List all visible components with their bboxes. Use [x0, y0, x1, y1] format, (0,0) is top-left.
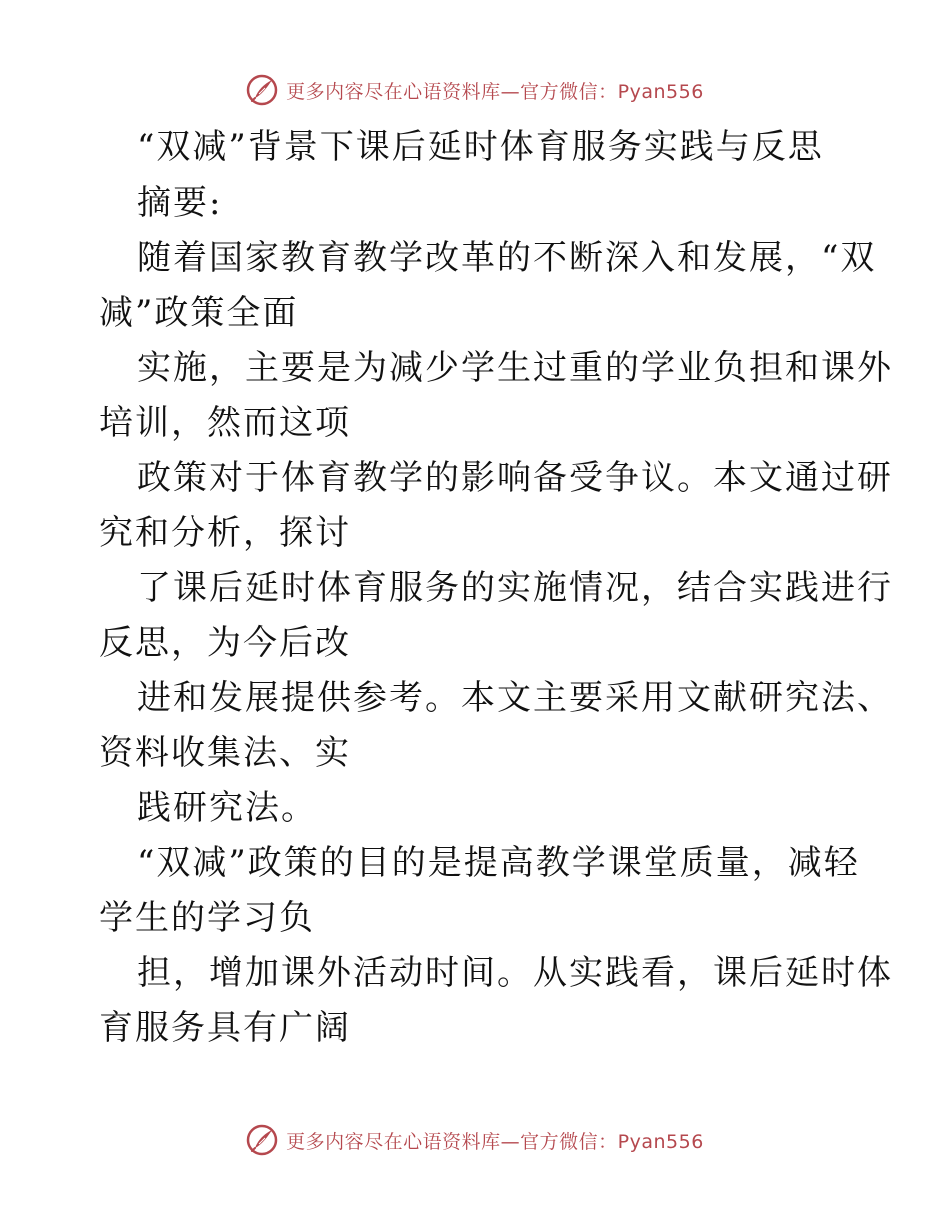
footer-banner — [0, 1120, 950, 1160]
text-line: 践研究法。 — [137, 788, 317, 828]
header-banner-text: 更多内容尽在心语资料库—官方微信：Pyan556 — [286, 80, 704, 103]
text-line: 担，增加课外活动时间。从实践看，课后延时体 — [137, 953, 893, 993]
text-line: 随着国家教育教学改革的不断深入和发展，“双 — [137, 238, 877, 278]
text-line: 摘要: — [137, 183, 223, 223]
text-line: 了课后延时体育服务的实施情况，结合实践进行 — [137, 568, 893, 608]
text-line: 减”政策全面 — [99, 293, 299, 333]
red-feather-pen-logo-icon — [246, 74, 278, 106]
text-line: 培训，然而这项 — [99, 403, 351, 443]
text-line: 反思，为今后改 — [99, 623, 351, 663]
document-body — [0, 122, 950, 1056]
text-line: 育服务具有广阔 — [99, 1008, 351, 1048]
red-feather-pen-logo-icon — [246, 1124, 278, 1156]
text-line: 实施，主要是为减少学生过重的学业负担和课外 — [137, 348, 893, 388]
text-line: 究和分析，探讨 — [99, 513, 351, 553]
text-line: 进和发展提供参考。本文主要采用文献研究法、 — [137, 678, 893, 718]
document-title: “双减”背景下课后延时体育服务实践与反思 — [137, 127, 824, 167]
document-paragraph — [0, 176, 950, 1056]
text-line: 学生的学习负 — [99, 898, 315, 938]
header-banner — [0, 70, 950, 110]
text-line: “双减”政策的目的是提高教学课堂质量，减轻 — [137, 843, 860, 883]
text-line: 政策对于体育教学的影响备受争议。本文通过研 — [137, 458, 893, 498]
text-line: 资料收集法、实 — [99, 733, 351, 773]
footer-banner-text: 更多内容尽在心语资料库—官方微信：Pyan556 — [286, 1130, 704, 1153]
